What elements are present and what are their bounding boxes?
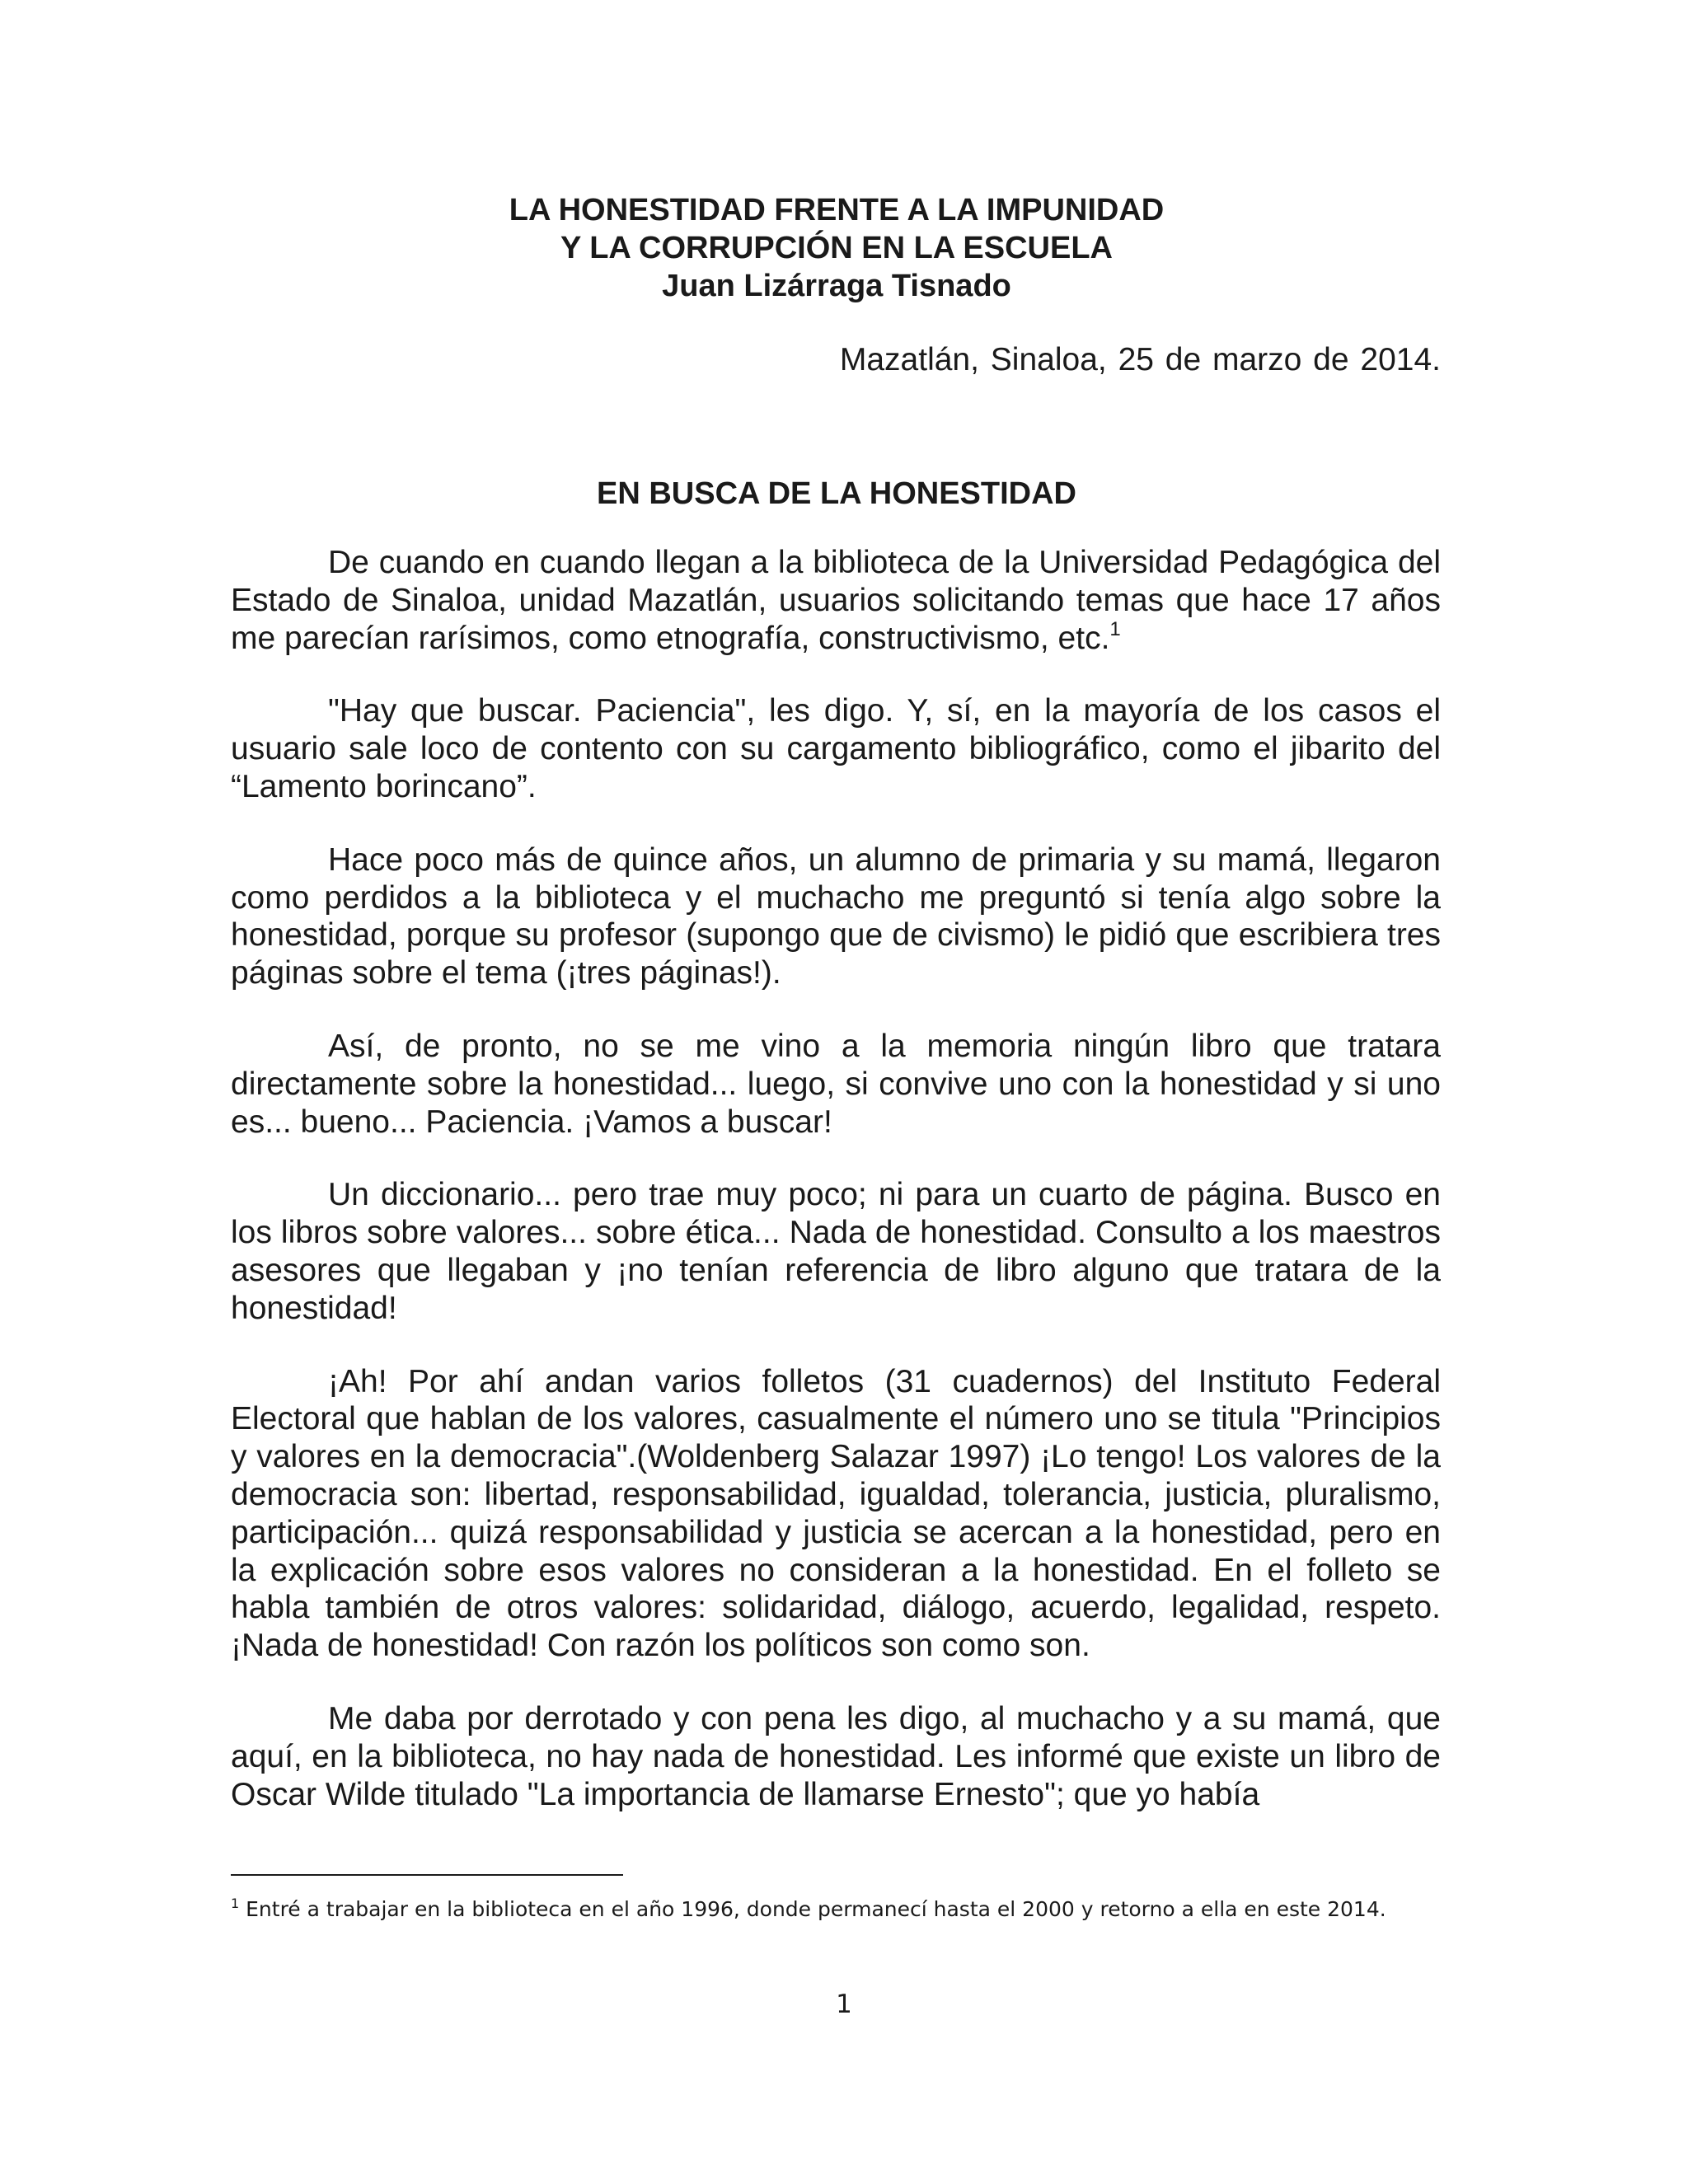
paragraph-3: Hace poco más de quince años, un alumno de primaria y su mamá, llegaron como perdidos a la biblioteca y el muchacho me preguntó si tenía algo sobre la honestidad, porque su profesor (supongo que de civismo) le pidió que escribiera tres páginas sobre el tema (¡tres páginas!). [231,841,1441,991]
page-number: 1 [836,1990,852,2019]
paragraph-6: ¡Ah! Por ahí andan varios folletos (31 cuadernos) del Instituto Federal Electoral que hablan de los valores, casualmente el número uno se titula "Principios y valores en la democracia".(Woldenberg Salazar 1997) ¡Lo tengo! Los valores de la democracia son: libertad, responsabilidad, igualdad, tolerancia, justicia, pluralismo, participación... quizá responsabilidad y justicia se acercan a la honestidad, pero en la explicación sobre esos valores no consideran a la honestidad. En el folleto se habla también de otros valores: solidaridad, diálogo, acuerdo, legalidad, respeto. ¡Nada de honestidad! Con razón los políticos son como son. [231,1363,1441,1664]
body-text [231,544,1441,1849]
footnote-marker: 1 [231,1896,240,1911]
paragraph-7: Me daba por derrotado y con pena les digo, al muchacho y a su mamá, que aquí, en la biblioteca, no hay nada de honestidad. Les informé que existe un libro de Oscar Wilde titulado "La importancia de llamarse Ernesto"; que yo había [231,1700,1441,1812]
section-heading: EN BUSCA DE LA HONESTIDAD [597,476,1076,511]
paragraph-1-text: De cuando en cuando llegan a la biblioteca de la Universidad Pedagógica del Estado de Sinaloa, unidad Mazatlán, usuarios solicitando temas que hace 17 años me parecían rarísimos, como etnografía, constructivismo, etc. [231,545,1441,656]
footnote-text: Entré a trabajar en la biblioteca en el año 1996, donde permanecí hasta el 2000 y retorno a ella en este 2014. [239,1897,1386,1921]
title-line-1: LA HONESTIDAD FRENTE A LA IMPUNIDAD [509,193,1165,227]
title-line-2: Y LA CORRUPCIÓN EN LA ESCUELA [560,231,1113,265]
dateline: Mazatlán, Sinaloa, 25 de marzo de 2014. [839,342,1441,377]
document-title-block [231,191,1442,305]
paragraph-5: Un diccionario... pero trae muy poco; ni para un cuarto de página. Busco en los libros sobre valores... sobre ética... Nada de honestidad. Consulto a los maestros asesores que llegaban y ¡no tenían referencia de libro alguno que tratara de la honestidad! [231,1177,1441,1326]
footnote-reference: 1 [1109,617,1121,640]
paragraph-4: Así, de pronto, no se me vino a la memoria ningún libro que tratara directamente sobre la honestidad... luego, si convive uno con la honestidad y si uno es... bueno... Paciencia. ¡Vamos a buscar! [231,1028,1441,1140]
paragraph-1 [231,544,1441,657]
author-name: Juan Lizárraga Tisnado [662,269,1011,303]
footnote [231,1892,1442,1926]
paragraph-2: "Hay que buscar. Paciencia", les digo. Y, sí, en la mayoría de los casos el usuario sale loco de contento con su cargamento bibliográfico, como el jibarito del “Lamento borincano”. [231,693,1441,804]
footnote-separator [231,1874,623,1876]
